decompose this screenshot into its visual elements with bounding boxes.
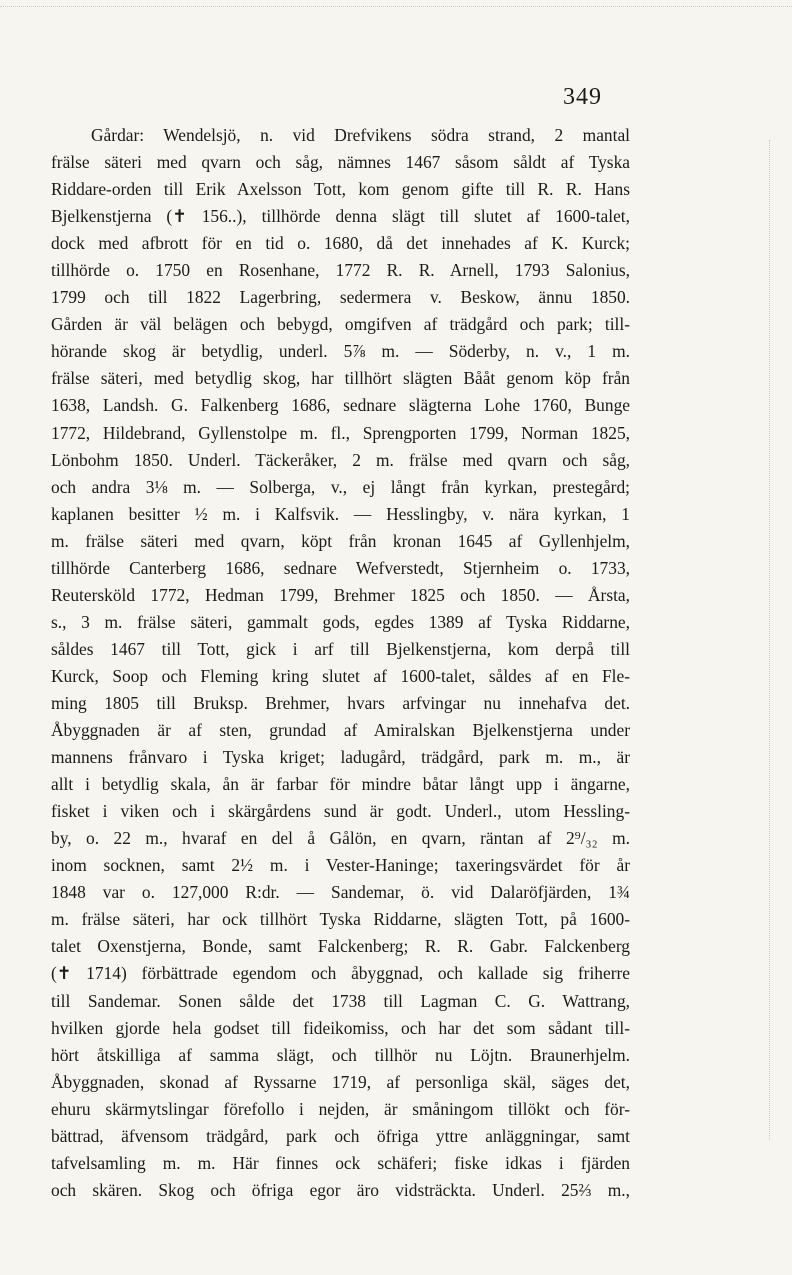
text-line: frälse säteri, med betydlig skog, har tillhört slägten Bååt genom köp från (51, 368, 630, 389)
text-line: Gårdar: Wendelsjö, n. vid Drefvikens södra strand, 2 mantal (91, 125, 630, 145)
text-line: fisket i viken och i skärgårdens sund är godt. Underl., utom Hessling- (51, 801, 630, 822)
text-line: Lönbohm 1850. Underl. Täckeråker, 2 m. frälse med qvarn och såg, (51, 449, 630, 470)
text-line: dock med afbrott för en tid o. 1680, då det innehades af K. Kurck; (51, 233, 630, 254)
text-line: hvilken gjorde hela godset till fideikomiss, och har det som sådant till- (51, 1017, 630, 1038)
text-line: 1772, Hildebrand, Gyllenstolpe m. fl., Sprengporten 1799, Norman 1825, (51, 422, 630, 443)
text-line: talet Oxenstjerna, Bonde, samt Falckenberg; R. R. Gabr. Falckenberg (51, 936, 630, 957)
text-line: 1799 och till 1822 Lagerbring, sedermera v. Beskow, ännu 1850. (51, 287, 630, 308)
text-line: m. frälse säteri med qvarn, köpt från kronan 1645 af Gyllenhjelm, (51, 530, 630, 551)
body-text (51, 122, 630, 1204)
scan-edge-line (0, 6, 792, 8)
text-line: kaplanen besitter ½ m. i Kalfsvik. — Hesslingby, v. nära kyrkan, 1 (51, 503, 630, 524)
text-line: och skären. Skog och öfriga egor äro vidsträckta. Underl. 25⅔ m., (51, 1179, 630, 1200)
text-line: såldes 1467 till Tott, gick i arf till Bjelkenstjerna, kom derpå till (51, 638, 630, 659)
text-line: m. frälse säteri, har ock tillhört Tyska Riddarne, slägten Tott, på 1600- (51, 909, 630, 930)
text-line: by, o. 22 m., hvaraf en del å Gålön, en qvarn, räntan af 2⁹/₃₂ m. (51, 828, 630, 849)
text-line: tafvelsamling m. m. Här finnes ock schäferi; fiske idkas i fjärden (51, 1152, 630, 1173)
text-line: inom socknen, samt 2½ m. i Vester-Haninge; taxeringsvärdet för år (51, 855, 630, 876)
text-line: och andra 3⅛ m. — Solberga, v., ej långt från kyrkan, prestegård; (51, 476, 630, 497)
text-line: Åbyggnaden är af sten, grundad af Amiralskan Bjelkenstjerna under (51, 720, 630, 741)
text-line: hörande skog är betydlig, underl. 5⅞ m. — Söderby, n. v., 1 m. (51, 341, 630, 362)
scan-margin-line (768, 140, 770, 1140)
text-line: Åbyggnaden, skonad af Ryssarne 1719, af personliga skäl, säges det, (51, 1071, 630, 1092)
text-line: tillhörde Canterberg 1686, sednare Wefverstedt, Stjernheim o. 1733, (51, 557, 630, 578)
text-line: Gården är väl belägen och bebygd, omgifven af trädgård och park; till- (51, 314, 630, 335)
text-line: bättrad, äfvensom trädgård, park och öfriga yttre anläggningar, samt (51, 1125, 630, 1146)
text-line: ming 1805 till Bruksp. Brehmer, hvars arfvingar nu innehafva det. (51, 692, 630, 713)
text-line: Bjelkenstjerna (✝ 156..), tillhörde denna slägt till slutet af 1600-talet, (51, 206, 630, 227)
text-line: (✝ 1714) förbättrade egendom och åbyggnad, och kallade sig friherre (51, 963, 630, 984)
text-line: hört åtskilliga af samma slägt, och tillhör nu Löjtn. Braunerhjelm. (51, 1044, 630, 1065)
text-line: till Sandemar. Sonen sålde det 1738 till Lagman C. G. Wattrang, (51, 990, 630, 1011)
text-line: Reutersköld 1772, Hedman 1799, Brehmer 1825 och 1850. — Årsta, (51, 584, 630, 605)
text-line: Kurck, Soop och Fleming kring slutet af 1600-talet, såldes af en Fle- (51, 665, 630, 686)
text-line: s., 3 m. frälse säteri, gammalt gods, egdes 1389 af Tyska Riddarne, (51, 611, 630, 632)
text-line: allt i betydlig skala, ån är farbar för mindre båtar långt upp i ängarne, (51, 774, 630, 795)
text-line: 1848 var o. 127,000 R:dr. — Sandemar, ö. vid Dalaröfjärden, 1¾ (51, 882, 630, 903)
text-line: ehuru skärmytslingar förefollo i nejden, är småningom tillökt och för- (51, 1098, 630, 1119)
text-line: Riddare-orden till Erik Axelsson Tott, kom genom gifte till R. R. Hans (51, 179, 630, 200)
page-number: 349 (563, 84, 602, 110)
text-line: 1638, Landsh. G. Falkenberg 1686, sednare slägterna Lohe 1760, Bunge (51, 395, 630, 416)
text-line: mannens frånvaro i Tyska kriget; ladugård, trädgård, park m. m., är (51, 747, 630, 768)
text-line: frälse säteri med qvarn och såg, nämnes 1467 såsom såldt af Tyska (51, 152, 630, 173)
text-line: tillhörde o. 1750 en Rosenhane, 1772 R. R. Arnell, 1793 Salonius, (51, 260, 630, 281)
